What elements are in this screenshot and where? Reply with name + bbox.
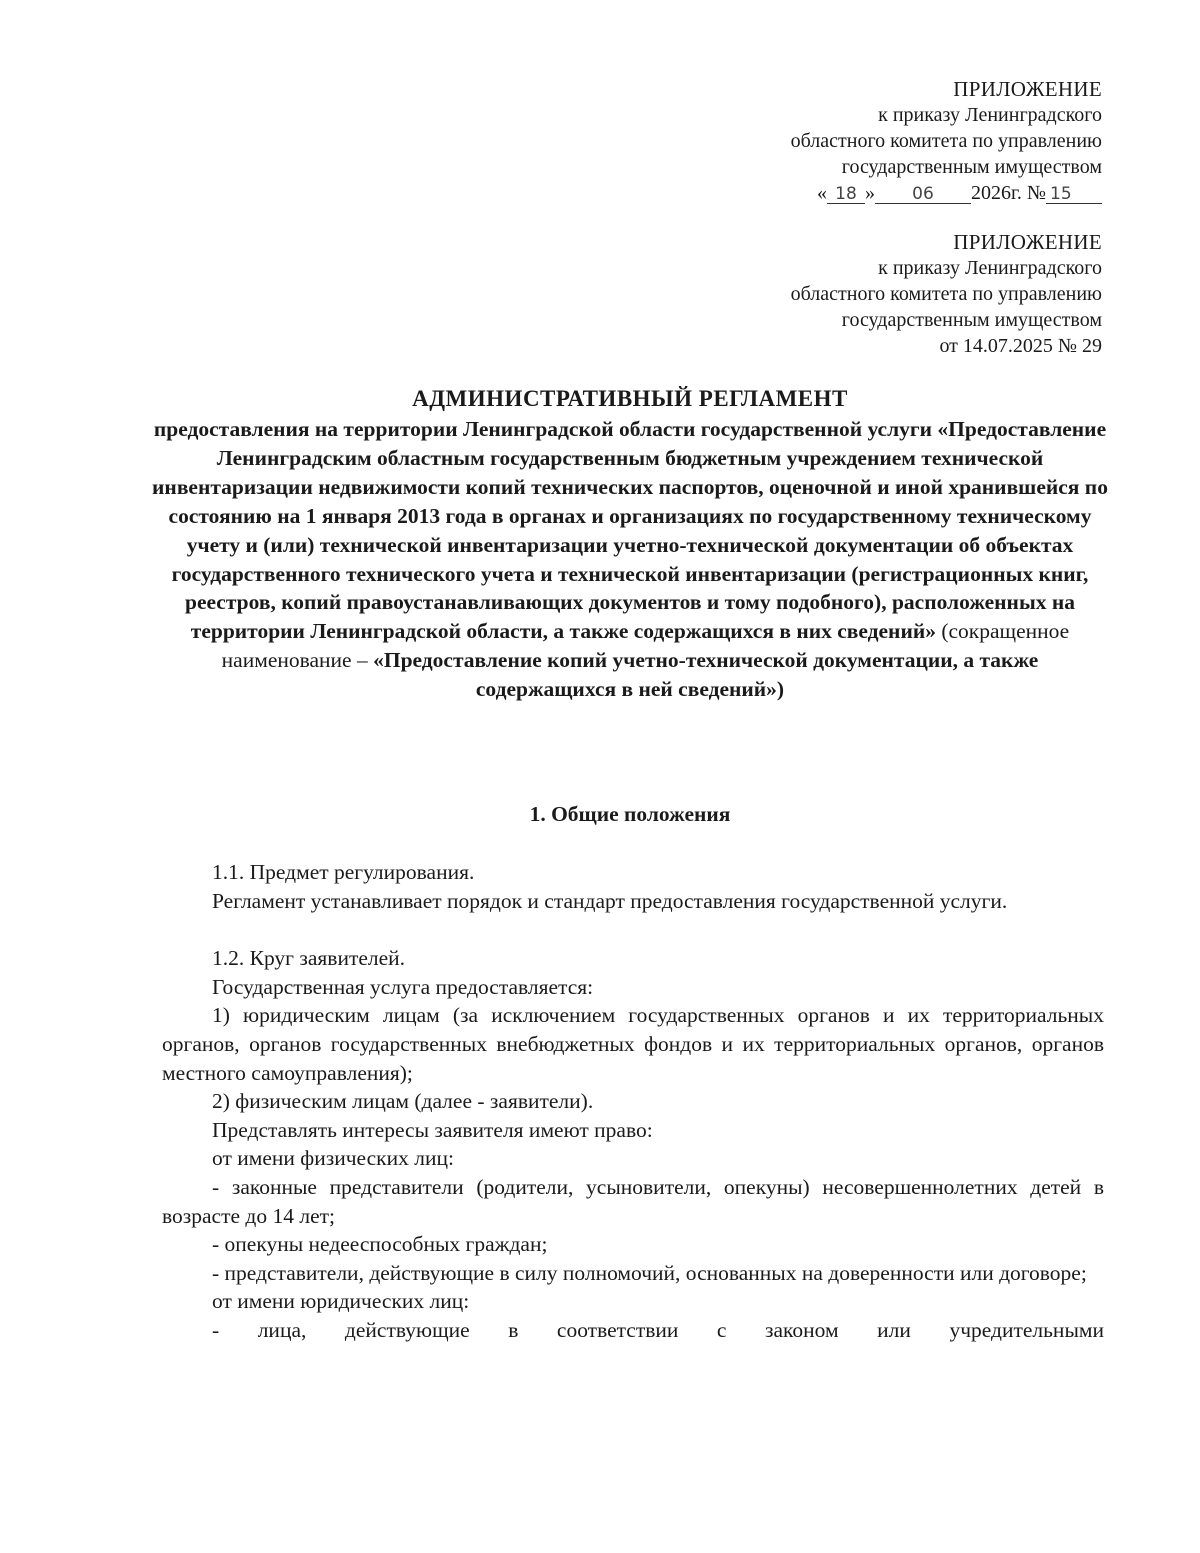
handwritten-month: 06 [875, 185, 971, 204]
order-date-line [791, 180, 1102, 206]
paragraph: от имени физических лиц: [212, 1146, 454, 1171]
paragraph: 2) физическим лицам (далее - заявители). [212, 1089, 594, 1114]
paragraph: 1.1. Предмет регулирования. [212, 860, 475, 884]
paragraph: Представлять интересы заявителя имеют право: [212, 1117, 653, 1142]
appendix-line: областного комитета по управлению [790, 130, 1102, 152]
document-body [162, 858, 1104, 1345]
close-quote: » [864, 182, 875, 204]
handwritten-order-number: 15 [1046, 185, 1102, 204]
paragraph: - представители, действующие в силу полномочий, основанных на доверенности или договоре; [212, 1260, 1087, 1285]
appendix-line: государственным имуществом [841, 309, 1102, 331]
appendix-line: областного комитета по управлению [790, 283, 1102, 305]
handwritten-day: 18 [827, 185, 865, 204]
document-title: АДМИНИСТРАТИВНЫЙ РЕГЛАМЕНТ [412, 386, 848, 411]
open-quote: « [816, 182, 827, 204]
appendix-block-current [791, 76, 1102, 206]
paragraph: от имени юридических лиц: [212, 1289, 470, 1314]
paragraph: 1.2. Круг заявителей. [212, 946, 406, 971]
appendix-line: к приказу Ленинградского [878, 257, 1102, 279]
subtitle-short-name: «Предоставление копий учетно-технической документации, а также содержащихся в ней сведений») [373, 648, 1039, 702]
paragraph: - опекуны недееспособных граждан; [212, 1232, 548, 1257]
document-subtitle [150, 415, 1110, 704]
paragraph: Государственная услуга предоставляется: [212, 974, 594, 999]
appendix-heading: ПРИЛОЖЕНИЕ [953, 77, 1102, 101]
subtitle-bold-part: предоставления на территории Ленинградской области государственной услуги «Предоставление Ленинградским областным государственным бюджетным учреждением технической инвентаризации недвижимости копий технических паспортов, оценочной и иной хранившейся по состоянию на 1 января 2013 года в органах и организациях по государственному техническому учету и (или) технической инвентаризации учетно-технической документации об объектах государственного технического учета и технической инвентаризации (регистрационных книг, реестров, копий правоустанавливающих документов и тому подобного), расположенных на территории Ленинградской области, а также содержащихся в них сведений» [152, 417, 1108, 644]
paragraph: - законные представители (родители, усыновители, опекуны) несовершеннолетних детей в возрасте до 14 лет; [162, 1174, 1104, 1228]
paragraph: 1) юридическим лицам (за исключением государственных органов и их территориальных органов, органов государственных внебюджетных фондов и их территориальных органов, органов местного самоуправления); [162, 1003, 1104, 1085]
appendix-line: государственным имуществом [841, 156, 1102, 178]
appendix-date-line: от 14.07.2025 № 29 [939, 335, 1102, 357]
paragraph: Регламент устанавливает порядок и стандарт предоставления государственной услуги. [212, 888, 1008, 913]
subtitle-normal-part: (сокращенное наименование – [221, 619, 1070, 673]
paragraph: - лица, действующие в соответствии с законом или учредительными [212, 1317, 1104, 1342]
order-year-text: 2026г. № [970, 182, 1046, 204]
appendix-heading: ПРИЛОЖЕНИЕ [953, 230, 1102, 254]
appendix-block-previous [791, 229, 1102, 359]
appendix-line: к приказу Ленинградского [878, 104, 1102, 126]
section-heading: 1. Общие положения [529, 802, 731, 826]
regulation-title-block [150, 384, 1110, 704]
